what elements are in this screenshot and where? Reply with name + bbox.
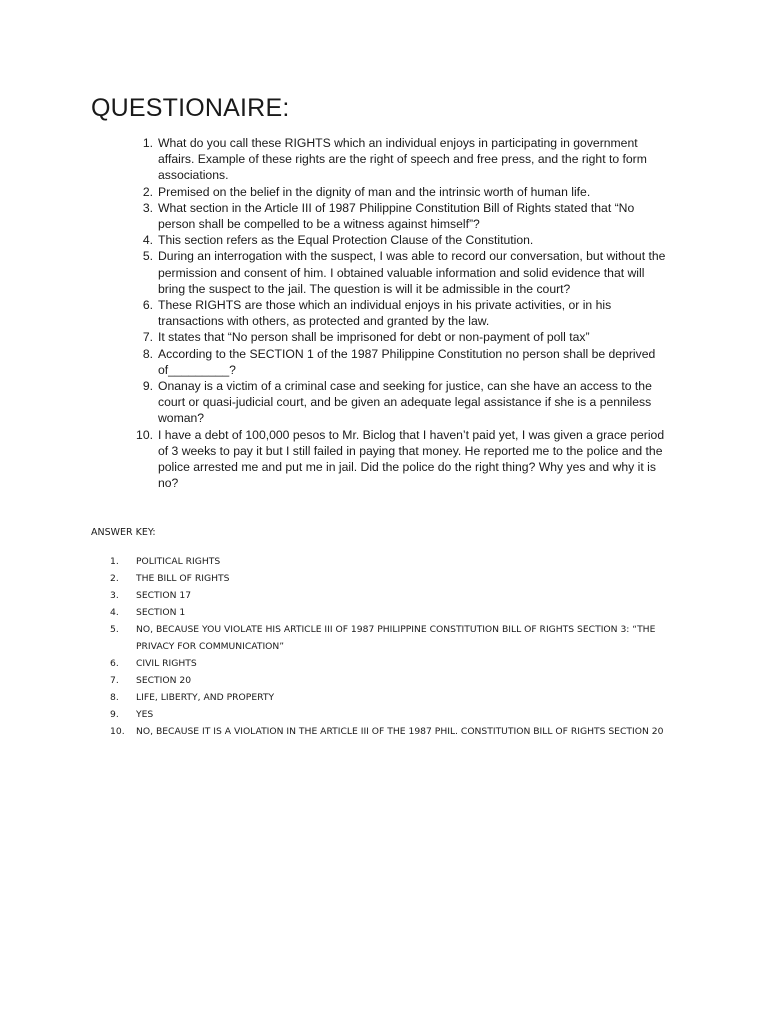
answer-number: 1.: [110, 556, 119, 567]
question-number: 2.: [142, 184, 153, 199]
question-item: [133, 248, 673, 297]
question-number: 10.: [136, 427, 153, 442]
question-text: These RIGHTS are those which an individual enjoys in his private activities, or in his transactions with others, as protected and granted by the law.: [158, 298, 612, 329]
questions-list: [133, 135, 673, 491]
answer-item: [110, 655, 670, 672]
answer-text: NO, BECAUSE YOU VIOLATE HIS ARTICLE III OF 1987 PHILIPPINE CONSTITUTION BILL OF RIGHTS SECTION 3: “THE PRIVACY FOR COMMUNICATION”: [136, 624, 656, 652]
answer-item: [110, 689, 670, 706]
answer-number: 4.: [110, 607, 119, 618]
answer-text: POLITICAL RIGHTS: [136, 556, 221, 567]
answer-item: [110, 553, 670, 570]
answer-key-heading: ANSWER KEY:: [91, 527, 156, 538]
question-text: During an interrogation with the suspect, I was able to record our conversation, but without the permission and consent of him. I obtained valuable information and solid evidence that will bring the suspect to the jail. The question is will it be admissible in the court?: [158, 249, 666, 296]
question-text: According to the SECTION 1 of the 1987 Philippine Constitution no person shall be deprived of_________?: [158, 346, 656, 377]
question-number: 6.: [142, 298, 153, 313]
question-number: 7.: [142, 330, 153, 345]
question-text: Onanay is a victim of a criminal case and seeking for justice, can she have an access to the court or quasi-judicial court, and be given an adequate legal assistance if she is a penniless woman?: [158, 379, 652, 426]
question-item: [133, 346, 673, 378]
question-item: [133, 184, 673, 200]
question-number: 5.: [142, 249, 153, 264]
answer-item: [110, 672, 670, 689]
answer-text: NO, BECAUSE IT IS A VIOLATION IN THE ARTICLE III OF THE 1987 PHIL. CONSTITUTION BILL OF RIGHTS SECTION 20: [136, 726, 664, 737]
answer-text: SECTION 17: [136, 590, 192, 601]
answer-text: SECTION 1: [136, 607, 186, 618]
answer-key-list: [110, 553, 670, 740]
answer-item: [110, 706, 670, 723]
answer-number: 8.: [110, 692, 119, 703]
answer-number: 9.: [110, 709, 119, 720]
question-number: 9.: [142, 379, 153, 394]
question-text: What section in the Article III of 1987 Philippine Constitution Bill of Rights stated that “No person shall be compelled to be a witness against himself”?: [158, 200, 635, 232]
answer-text: THE BILL OF RIGHTS: [136, 573, 230, 584]
question-item: [133, 427, 673, 492]
answer-item: [110, 587, 670, 604]
question-number: 8.: [142, 346, 153, 361]
question-item: [133, 329, 673, 345]
answer-number: 6.: [110, 658, 119, 669]
answer-number: 5.: [110, 624, 119, 635]
question-number: 3.: [142, 200, 153, 215]
answer-number: 7.: [110, 675, 119, 686]
answer-text: LIFE, LIBERTY, AND PROPERTY: [136, 692, 275, 703]
answer-item: [110, 723, 670, 740]
answer-number: 2.: [110, 573, 119, 584]
question-item: [133, 135, 673, 184]
question-text: Premised on the belief in the dignity of man and the intrinsic worth of human life.: [158, 184, 591, 199]
question-number: 4.: [142, 233, 153, 248]
question-item: [133, 297, 673, 329]
question-item: [133, 378, 673, 427]
question-text: What do you call these RIGHTS which an individual enjoys in participating in government affairs. Example of these rights are the right of speech and free press, and the right to form associations.: [158, 136, 647, 183]
answer-item: [110, 604, 670, 621]
answer-text: SECTION 20: [136, 675, 192, 686]
answer-number: 3.: [110, 590, 119, 601]
question-text: I have a debt of 100,000 pesos to Mr. Biclog that I haven’t paid yet, I was given a grace period of 3 weeks to pay it but I still failed in paying that money. He reported me to the police and the police arrested me and put me in jail. Did the police do the right thing? Why yes and why it is no?: [158, 427, 665, 491]
question-text: This section refers as the Equal Protection Clause of the Constitution.: [158, 233, 534, 248]
question-number: 1.: [142, 136, 153, 150]
answer-text: CIVIL RIGHTS: [136, 658, 197, 669]
question-text: It states that “No person shall be imprisoned for debt or non-payment of poll tax”: [158, 330, 590, 345]
answer-item: [110, 570, 670, 587]
question-item: [133, 232, 673, 248]
page-title: QUESTIONAIRE:: [91, 94, 290, 122]
answer-number: 10.: [110, 726, 125, 737]
answer-text: YES: [136, 709, 154, 720]
question-item: [133, 200, 673, 232]
answer-item: [110, 621, 670, 655]
